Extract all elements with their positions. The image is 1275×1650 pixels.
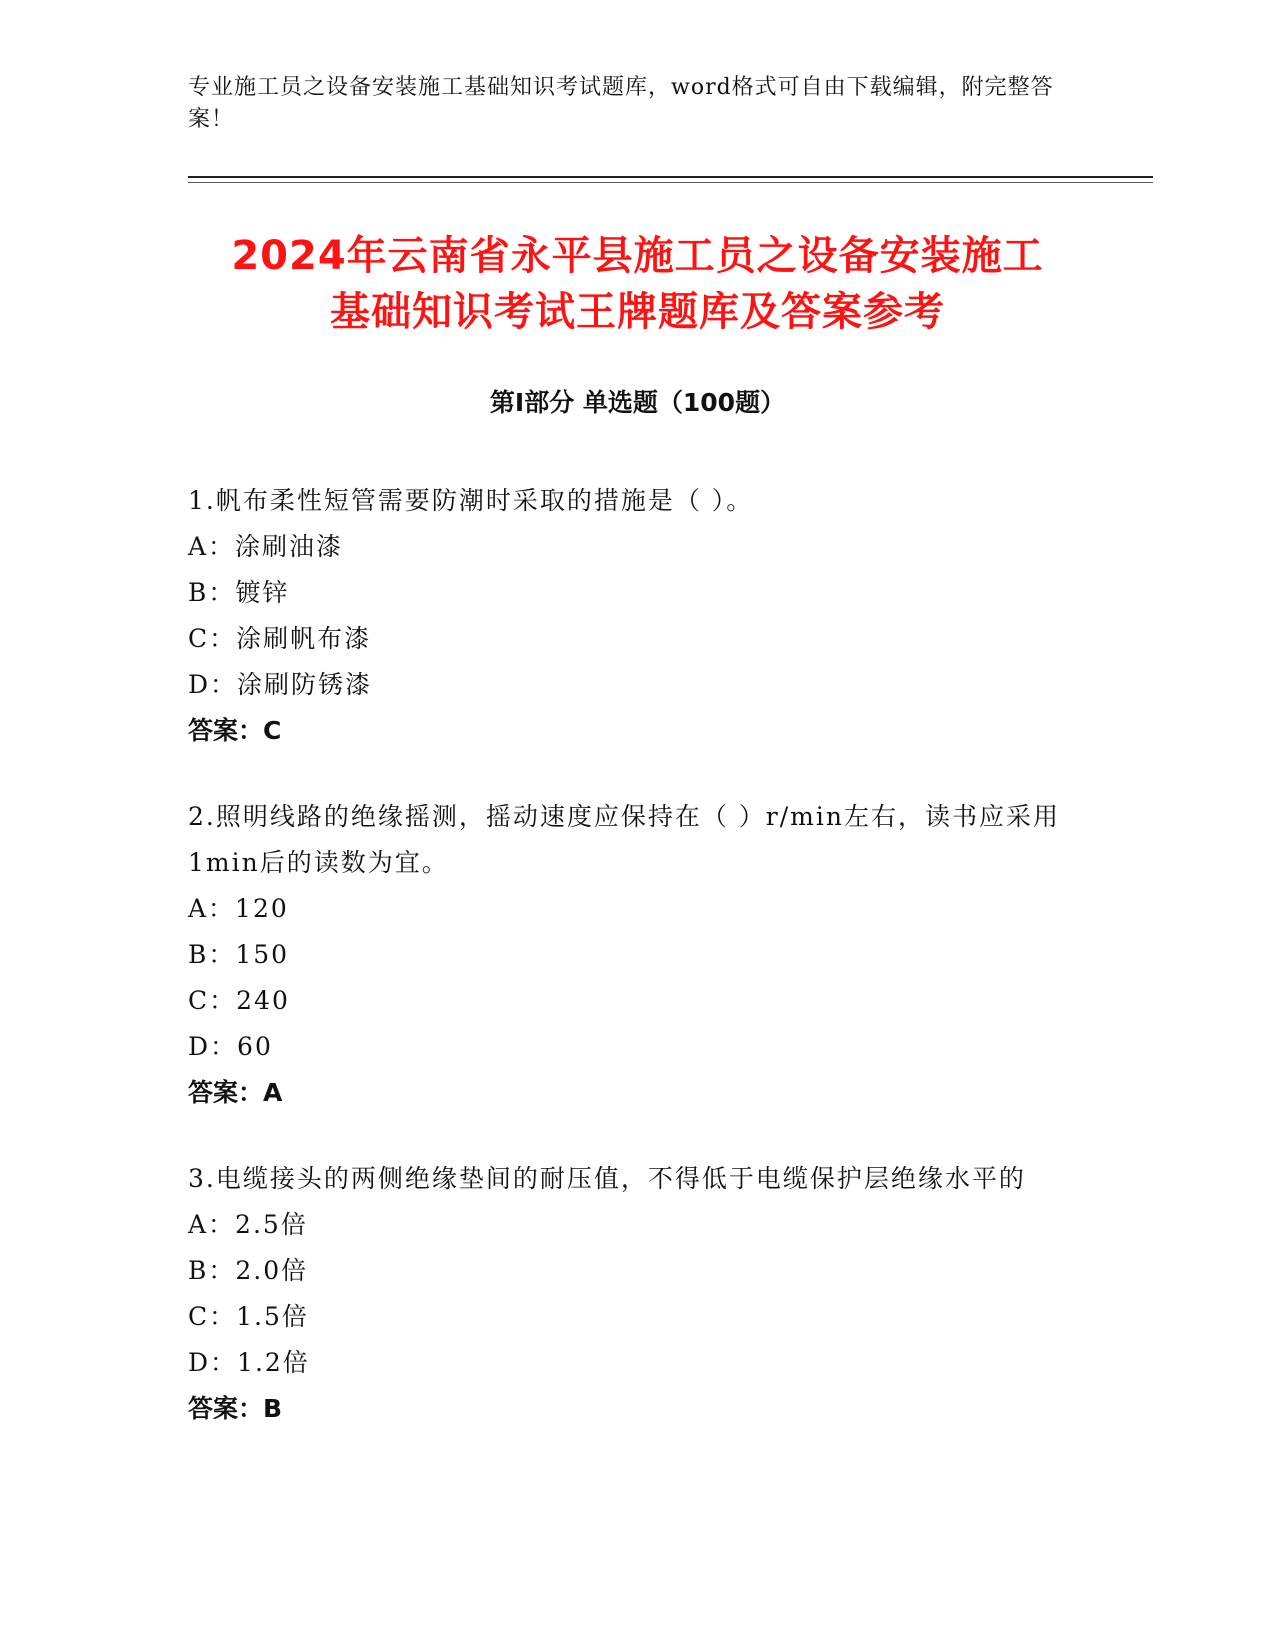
answer-line: 答案：A bbox=[188, 1078, 283, 1107]
question-2 bbox=[188, 794, 1068, 1116]
section-heading: 第Ⅰ部分 单选题（100题） bbox=[489, 388, 786, 417]
option-a: A：涂刷油漆 bbox=[188, 532, 344, 561]
option-a: A：2.5倍 bbox=[188, 1210, 308, 1239]
option-b: B：镀锌 bbox=[188, 578, 290, 607]
option-b: B：2.0倍 bbox=[188, 1256, 309, 1285]
option-a: A：120 bbox=[188, 894, 289, 923]
question-stem: 3.电缆接头的两侧绝缘垫间的耐压值，不得低于电缆保护层绝缘水平的 bbox=[188, 1164, 1026, 1193]
document-title bbox=[150, 228, 1125, 340]
question-1 bbox=[188, 478, 1068, 754]
option-d: D：1.2倍 bbox=[188, 1348, 310, 1377]
answer-line: 答案：B bbox=[188, 1394, 283, 1423]
question-3 bbox=[188, 1156, 1068, 1432]
document-title-line-2: 基础知识考试王牌题库及答案参考 bbox=[330, 289, 945, 335]
question-stem: 1.帆布柔性短管需要防潮时采取的措施是（ ）。 bbox=[188, 486, 754, 515]
document-title-line-1: 2024年云南省永平县施工员之设备安装施工 bbox=[231, 233, 1044, 279]
answer-line: 答案：C bbox=[188, 716, 282, 745]
option-c: C：1.5倍 bbox=[188, 1302, 309, 1331]
option-d: D：涂刷防锈漆 bbox=[188, 670, 373, 699]
header-divider-thin bbox=[188, 182, 1153, 183]
header-divider-thick bbox=[188, 176, 1153, 178]
option-c: C：240 bbox=[188, 986, 290, 1015]
option-b: B：150 bbox=[188, 940, 290, 969]
option-c: C：涂刷帆布漆 bbox=[188, 624, 372, 653]
question-stem: 2.照明线路的绝缘摇测，摇动速度应保持在（ ）r/min左右，读书应采用1min后的读数为宜。 bbox=[188, 802, 1060, 877]
option-d: D：60 bbox=[188, 1032, 273, 1061]
question-list bbox=[188, 478, 1068, 1472]
header-note: 专业施工员之设备安装施工基础知识考试题库，word格式可自由下载编辑，附完整答案！ bbox=[188, 75, 1054, 132]
